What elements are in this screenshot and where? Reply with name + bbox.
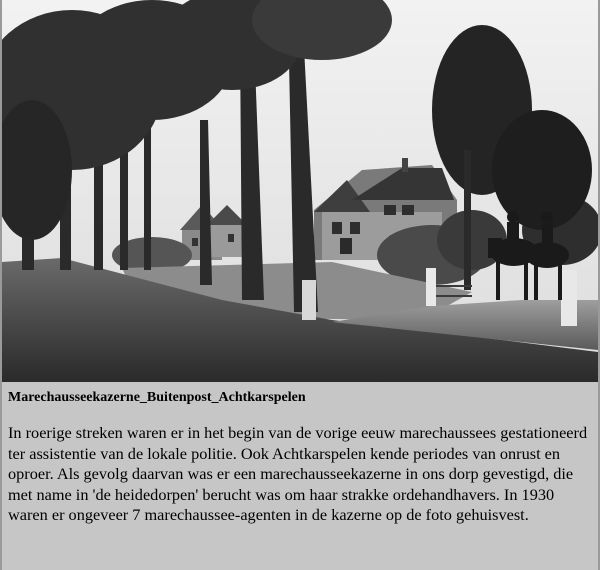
- caption-panel: [2, 382, 598, 570]
- historic-photo: [2, 0, 598, 382]
- photo-illustration: [2, 0, 598, 382]
- caption-body: In roerige streken waren er in het begin van de vorige eeuw marechaussees gestationeerd ter assistentie van de lokale politie. Ook Achtkarspelen kende periodes van onrust en oproer. Als gevolg daarvan was er een marechausseekazerne in ons dorp gevestigd, die met name in 'de heidedorpen' berucht was om haar strakke ordehandhavers. In 1930 waren er ongeveer 7 marechaussee-agenten in de kazerne op de foto gehuisvest.: [8, 423, 588, 524]
- caption-title: Marechausseekazerne_Buitenpost_Achtkarspelen: [8, 390, 306, 405]
